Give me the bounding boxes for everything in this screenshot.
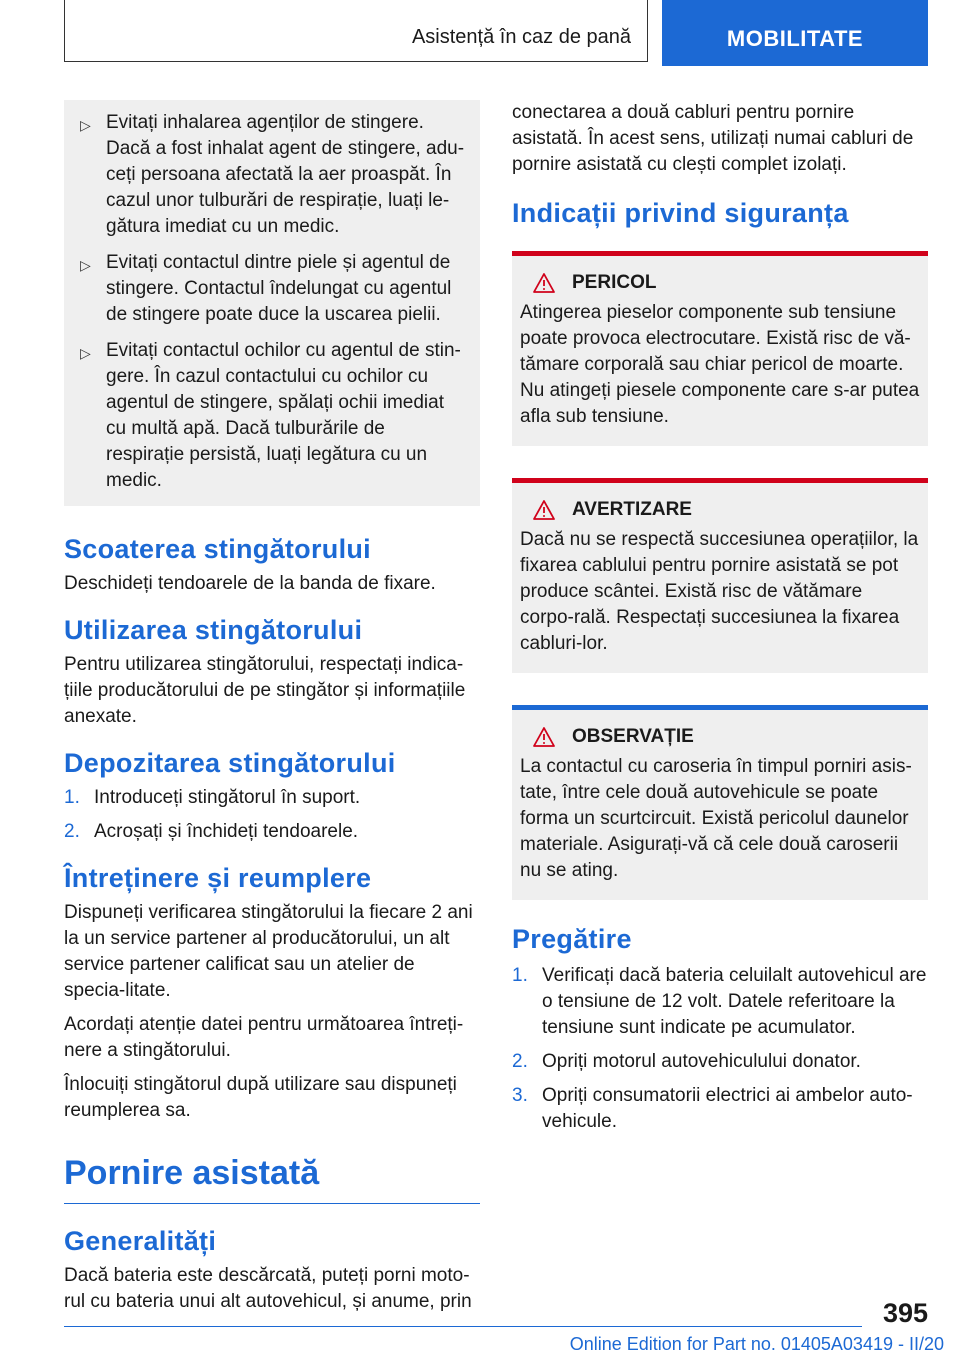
left-column <box>64 100 480 1315</box>
warning-label: PERICOL <box>572 272 657 293</box>
step-number: 2. <box>64 821 80 842</box>
paragraph: Dacă bateria este descărcată, puteți porni moto-rul cu bateria unui alt autovehicul, și anume, prin <box>64 1265 472 1312</box>
danger-box <box>512 251 928 446</box>
step-text: Introduceți stingătorul în suport. <box>94 787 361 808</box>
paragraph: Dispuneți verificarea stingătorului la fiecare 2 ani la un service partener al producătorului, un alt service partener calificat sau un atelier de specia-litate. <box>64 902 473 1001</box>
warning-label: AVERTIZARE <box>572 499 692 520</box>
right-column <box>512 100 928 1135</box>
bullet-item <box>76 110 468 240</box>
triangle-bullet-icon: ▷ <box>80 345 91 361</box>
triangle-bullet-icon: ▷ <box>80 257 91 273</box>
warning-triangle-icon <box>532 726 556 748</box>
page-number: 395 <box>882 1298 928 1328</box>
warning-label: OBSERVAȚIE <box>572 726 694 747</box>
paragraph: Înlocuiți stingătorul după utilizare sau dispuneți reumplerea sa. <box>64 1074 457 1121</box>
numbered-step <box>64 785 480 811</box>
section-heading: Indicații privind siguranța <box>512 198 849 228</box>
section-title: Asistență în caz de pană <box>411 26 631 48</box>
step-number: 1. <box>512 965 528 986</box>
bullet-item <box>76 250 468 328</box>
numbered-step <box>64 819 480 845</box>
numbered-step <box>512 1049 928 1075</box>
paragraph: Acordați atenție datei pentru următoarea întreți-nere a stingătorului. <box>64 1014 464 1061</box>
numbered-step <box>512 1083 928 1135</box>
section-heading: Întreținere și reumplere <box>64 863 372 893</box>
bullet-text: Evitați inhalarea agenților de stingere. Dacă a fost inhalat agent de stingere, adu-ceți persoana afectată la aer proaspăt. În cazul unor tulburări de respirație, luați le-gătura imediat cu un medic. <box>106 112 465 237</box>
step-text: Opriți motorul autovehiculului donator. <box>542 1051 861 1072</box>
bullet-item <box>76 338 468 494</box>
warning-text: Atingerea pieselor componente sub tensiune poate provoca electrocutare. Există risc de vă-tămare corporală sau chiar pericol de moarte. Nu atingeți piesele componente care s-ar putea afla sub tensiune. <box>520 302 920 427</box>
warning-title <box>520 499 920 521</box>
step-number: 1. <box>64 787 80 808</box>
bullet-text: Evitați contactul ochilor cu agentul de stin-gere. În cazul contactului cu ochilor cu agentul de stingere, spălați ochii imediat cu multă apă. Dacă tulburările de respirație persistă, luați legătura cu un medic. <box>106 340 461 491</box>
chapter-tab: MOBILITATE <box>662 0 928 66</box>
section-heading: Pregătire <box>512 924 632 954</box>
caution-box <box>512 478 928 673</box>
section-heading: Utilizarea stingătorului <box>64 615 363 645</box>
section-heading: Depozitarea stingătorului <box>64 748 396 778</box>
footer-divider <box>64 1326 862 1327</box>
warning-text: Dacă nu se respectă succesiunea operațiilor, la fixarea cablului pentru pornire asistată se pot produce scântei. Există risc de vătămare corpo-rală. Respectați succesiunea la fixarea cabluri-lor. <box>520 529 919 654</box>
warning-triangle-icon <box>532 272 556 294</box>
paragraph: conectarea a două cabluri pentru pornire asistată. În acest sens, utilizați numai cabluri de pornire asistată cu clești complet izolați. <box>512 102 914 175</box>
bullet-box <box>64 100 480 506</box>
warning-text: La contactul cu caroseria în timpul porniri asis-tate, între cele două autovehicule se poate forma un scurtcircuit. Există pericolul daunelor materiale. Asigurați-vă că cele două caroserii nu se ating. <box>520 756 912 881</box>
notice-box <box>512 705 928 900</box>
step-text: Acroșați și închideți tendoarele. <box>94 821 359 842</box>
section-heading: Generalități <box>64 1226 217 1256</box>
step-number: 3. <box>512 1085 528 1106</box>
paragraph: Pentru utilizarea stingătorului, respectați indica-țiile producătorului de pe stingător și informațiile anexate. <box>64 654 466 727</box>
triangle-bullet-icon: ▷ <box>80 117 91 133</box>
step-text: Verificați dacă bateria celuilalt autovehicul are o tensiune de 12 volt. Datele referitoare la tensiune sunt indicate pe acumulator. <box>542 965 927 1038</box>
chapter-divider <box>64 1203 480 1204</box>
step-text: Opriți consumatorii electrici ai ambelor auto-vehicule. <box>542 1085 913 1132</box>
paragraph: Deschideți tendoarele de la banda de fixare. <box>64 573 436 594</box>
numbered-step <box>512 963 928 1041</box>
warning-title <box>520 726 920 748</box>
step-number: 2. <box>512 1051 528 1072</box>
page-header <box>64 0 928 66</box>
chapter-heading: Pornire asistată <box>64 1154 320 1192</box>
bullet-text: Evitați contactul dintre piele și agentul de stingere. Contactul îndelungat cu agentul de stingere poate duce la uscarea pielii. <box>106 252 452 325</box>
section-tab <box>64 0 648 62</box>
section-heading: Scoaterea stingătorului <box>64 534 371 564</box>
warning-triangle-icon <box>532 499 556 521</box>
warning-title <box>520 272 920 294</box>
edition-footer: Online Edition for Part no. 01405A03419 - II/20 <box>569 1334 944 1354</box>
